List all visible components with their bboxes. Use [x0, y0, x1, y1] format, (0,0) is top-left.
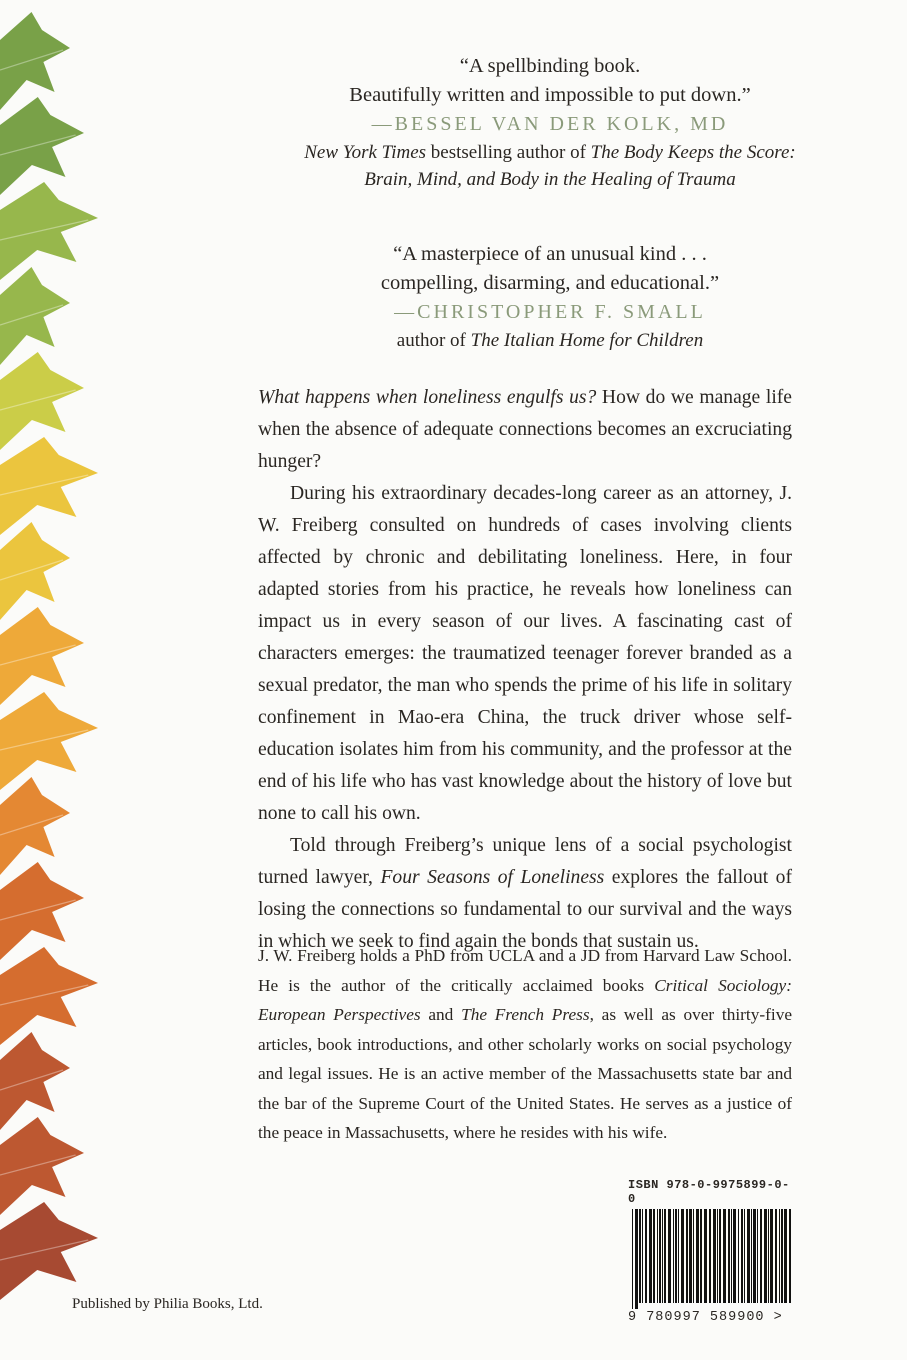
barcode-bar	[751, 1209, 752, 1303]
barcode-bar	[635, 1209, 638, 1309]
barcode-bar	[649, 1209, 652, 1303]
description-paragraph-2: During his extraordinary decades-long career as an attorney, J. W. Freiberg consulted on hundreds of cases involving clients affected by chronic and debilitating loneliness. Here, in four adapted stories from his practice, he reveals how loneliness can impact us in every season of our lives. A fascinating cast of characters emerges: the traumatized teenager forever branded as a sexual predator, the man who spends the prime of his life in solitary confinement in Mao-era China, the truck driver whose self-education isolates him from his community, and the professor at the end of his life who has vast knowledge about the history of love but none to call his own.	[258, 483, 792, 824]
barcode-bar	[753, 1209, 756, 1303]
quote-2-line-2: compelling, disarming, and educational.”	[380, 272, 720, 294]
barcode-bar	[781, 1209, 783, 1303]
quote-2-credit: author of The Italian Home for Children	[396, 330, 704, 351]
barcode-bar	[662, 1209, 663, 1303]
barcode-bar	[645, 1209, 647, 1303]
description-paragraph-3: Told through Freiberg’s unique lens of a social psychologist turned lawyer, Four Seasons of Loneliness explores the fallout of losing the connections so fundamental to our survival and the ways in which we seek to find again the bonds that sustain us.	[258, 835, 792, 952]
barcode-bar	[657, 1209, 658, 1303]
barcode-bar	[764, 1209, 767, 1303]
quote-1-attribution: —BESSEL VAN DER KOLK, MD	[371, 113, 729, 135]
barcode-bar	[768, 1209, 769, 1303]
barcode-bar	[760, 1209, 762, 1303]
barcode-bar	[731, 1209, 732, 1303]
barcode-bar	[738, 1209, 739, 1303]
barcode-bar	[689, 1209, 692, 1303]
barcode-bar	[741, 1209, 743, 1303]
leaf-shape	[0, 947, 98, 1045]
barcode-bar	[757, 1209, 758, 1303]
ean-number: 9 780997 589900 >	[628, 1310, 783, 1325]
barcode-bar	[775, 1209, 777, 1303]
quote-1-line-2: Beautifully written and impossible to put down.”	[349, 84, 751, 106]
leaf-shape	[0, 1032, 70, 1130]
leaf-shape	[0, 267, 70, 365]
barcode-bar	[713, 1209, 716, 1303]
barcode-bar	[653, 1209, 655, 1303]
leaf-shape	[0, 1117, 84, 1215]
barcode-bar	[723, 1209, 726, 1303]
publisher-credit: Published by Philia Books, Ltd.	[72, 1296, 263, 1312]
barcode-bar	[784, 1209, 787, 1303]
leaf-shape	[0, 437, 98, 535]
isbn-barcode	[628, 1178, 796, 1325]
leaf-shape	[0, 352, 84, 450]
leaf-shape	[0, 607, 84, 705]
quote-2-line-1: “A masterpiece of an unusual kind . . .	[393, 243, 707, 265]
barcode-bar	[744, 1209, 745, 1303]
barcode-bar	[639, 1209, 641, 1303]
barcode-bar	[673, 1209, 674, 1303]
barcode-bar	[700, 1209, 702, 1303]
quote-2-attribution: —CHRISTOPHER F. SMALL	[394, 301, 706, 323]
book-description	[258, 382, 792, 958]
barcode-bar	[693, 1209, 694, 1303]
barcode-bar	[709, 1209, 711, 1303]
barcode-bar	[632, 1209, 633, 1309]
leaf-shape	[0, 862, 84, 960]
quote-1-credit: New York Times bestselling author of The Body Keeps the Score:	[304, 142, 796, 163]
leaf-shape	[0, 692, 98, 790]
barcode-bar	[779, 1209, 780, 1303]
barcode-bar	[733, 1209, 736, 1303]
barcode-bar	[704, 1209, 707, 1303]
leaf-shape	[0, 777, 70, 875]
endorsement-quote-2	[220, 240, 880, 354]
autumn-leaves-illustration	[0, 0, 150, 1360]
leaf-shape	[0, 182, 98, 280]
barcode-bar	[664, 1209, 666, 1303]
barcode-bar	[719, 1209, 721, 1303]
barcode-bar	[728, 1209, 730, 1303]
barcode-bar	[668, 1209, 671, 1303]
quote-1-line-1: “A spellbinding book.	[459, 55, 641, 77]
endorsement-quote-1	[220, 52, 880, 193]
leaf-shape	[0, 12, 70, 110]
leaf-shape	[0, 522, 70, 620]
barcode-bar	[659, 1209, 661, 1303]
leaf-shape	[0, 1202, 98, 1300]
barcode-bar	[675, 1209, 677, 1303]
quote-1-credit-line-2: Brain, Mind, and Body in the Healing of Trauma	[364, 169, 736, 190]
author-bio-text: J. W. Freiberg holds a PhD from UCLA and a JD from Harvard Law School. He is the author of the critically acclaimed books Critical Sociology: European Perspectives and The French Press, as well as over thirty-five articles, book introductions, and other scholarly works on social psychology and legal issues. He is an active member of the Massachusetts state bar and the bar of the Supreme Court of the United States. He serves as a justice of the peace in Massachusetts, where he resides with his wife.	[258, 946, 792, 1142]
barcode-bar	[696, 1209, 699, 1303]
leaf-shape	[0, 97, 84, 195]
author-bio	[258, 941, 792, 1148]
barcode-bar	[747, 1209, 750, 1303]
barcode-bar	[686, 1209, 688, 1303]
isbn-number: ISBN 978-0-9975899-0-0	[628, 1178, 790, 1206]
barcode-bar	[678, 1209, 679, 1303]
barcode-bar	[681, 1209, 684, 1303]
description-paragraph-1: What happens when loneliness engulfs us? How do we manage life when the absence of adequate connections becomes an excruciating hunger?	[258, 387, 792, 472]
barcode-bar	[717, 1209, 718, 1303]
barcode-bar	[789, 1209, 791, 1303]
barcode-bar	[770, 1209, 773, 1303]
barcode-bars	[628, 1209, 796, 1309]
barcode-bar	[642, 1209, 643, 1303]
